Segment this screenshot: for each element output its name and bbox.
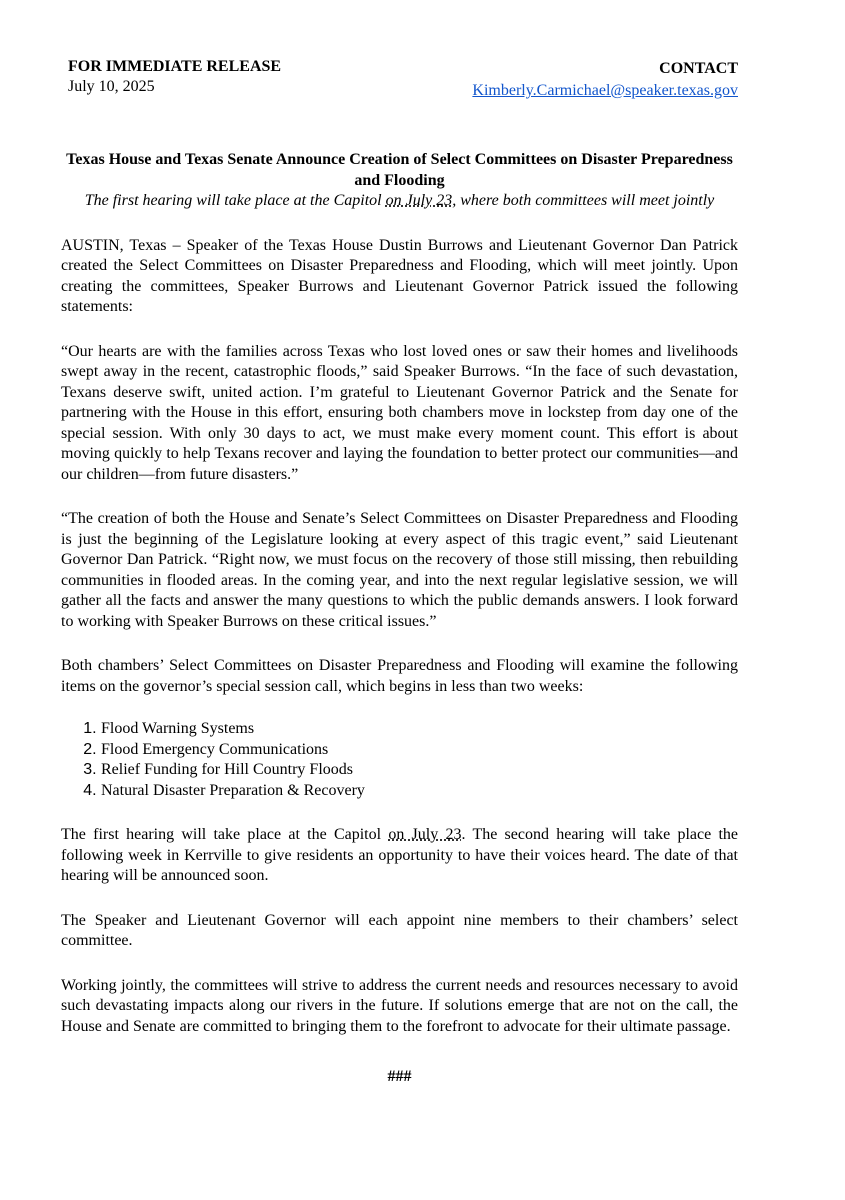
contact-label: CONTACT <box>659 60 738 77</box>
paragraph-closing: Working jointly, the committees will strive to address the current needs and resources necessary to avoid such devastating impacts along our rivers in the future. If solutions emerge that are not on the call, the House and Senate are committed to bringing them to the forefront to advocate for their ultimate passage. <box>61 976 738 1035</box>
headline-title: Texas House and Texas Senate Announce Creation of Select Committees on Disaster Preparedness and Flooding <box>66 151 733 189</box>
contact-block <box>472 58 738 101</box>
subtitle-text-end: , where both committees will meet jointly <box>452 192 715 209</box>
hearing-date: on July 23 <box>388 826 462 843</box>
paragraph-items-intro: Both chambers’ Select Committees on Disaster Preparedness and Flooding will examine the following items on the governor’s special session call, which begins in less than two weeks: <box>61 657 738 695</box>
release-date: July 10, 2025 <box>68 78 155 95</box>
paragraph-intro: AUSTIN, Texas – Speaker of the Texas House Dustin Burrows and Lieutenant Governor Dan Patrick created the Select Committees on Disaster Preparedness and Flooding, which will meet jointly. Upon creating the committees, Speaker Burrows and Lieutenant Governor Patrick issued the following statements: <box>61 236 738 315</box>
paragraph-hearings <box>61 825 738 887</box>
session-items-list <box>61 719 738 801</box>
paragraph-patrick-quote: “The creation of both the House and Senate’s Select Committees on Disaster Preparedness and Flooding is just the beginning of the Legislature looking at every aspect of this tragic event,” said Lieutenant Governor Dan Patrick. “Right now, we must focus on the recovery of those still missing, then rebuilding communities in flooded areas. In the coming year, and into the next regular legislative session, we will gather all the facts and answer the many questions to which the public demands answers. I look forward to working with Speaker Burrows on these critical issues.” <box>61 510 738 630</box>
list-item: 3. Relief Funding for Hill Country Floods <box>101 760 738 781</box>
list-item: 2. Flood Emergency Communications <box>101 740 738 761</box>
subtitle-date: on July 23 <box>385 192 453 209</box>
end-mark: ### <box>387 1068 412 1085</box>
list-item: 1. Flood Warning Systems <box>101 719 738 740</box>
hearing-text-start: The first hearing will take place at the Capitol <box>61 826 389 843</box>
release-label: FOR IMMEDIATE RELEASE <box>68 58 282 75</box>
list-item: 4. Natural Disaster Preparation & Recovery <box>101 781 738 802</box>
release-body <box>61 150 738 1088</box>
release-block <box>68 57 281 97</box>
headline-subtitle <box>61 191 738 212</box>
hearing-text-end: . The second hearing will take place the following week in Kerrville to give residents an opportunity to have their voices heard. The date of that hearing will be announced soon. <box>61 826 739 884</box>
paragraph-burrows-quote: “Our hearts are with the families across Texas who lost loved ones or saw their homes and livelihoods swept away in the recent, catastrophic floods,” said Speaker Burrows. “In the face of such devastation, Texans deserve swift, united action. I’m grateful to Lieutenant Governor Patrick and the Senate for partnering with the House in this effort, ensuring both chambers move in lockstep from day one of the special session. With only 30 days to act, we must make every moment count. This effort is about moving quickly to help Texans recover and laying the foundation to better protect our communities—and our children—from future disasters.” <box>61 342 738 483</box>
subtitle-text-start: The first hearing will take place at the Capitol <box>84 192 386 209</box>
paragraph-appointments: The Speaker and Lieutenant Governor will each appoint nine members to their chambers’ select committee. <box>61 911 738 949</box>
contact-email-link[interactable]: Kimberly.Carmichael@speaker.texas.gov <box>472 82 738 99</box>
